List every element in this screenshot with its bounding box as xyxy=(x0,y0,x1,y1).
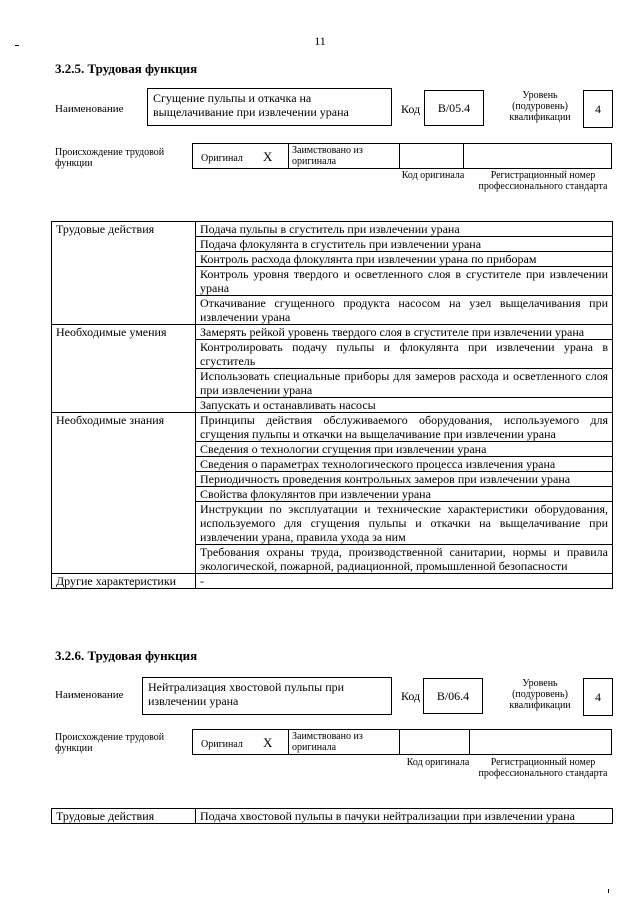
original-cell xyxy=(193,730,289,754)
item-cell: Сведения о параметрах технологического процесса извлечения урана xyxy=(196,457,613,472)
origin-label: Происхождение трудовой функции xyxy=(55,732,165,754)
item-cell: Периодичность проведения контрольных замеров при извлечении урана xyxy=(196,472,613,487)
code-label: Код xyxy=(401,102,421,116)
origin-box xyxy=(192,143,612,169)
original-cell xyxy=(193,144,289,168)
code-label: Код xyxy=(401,689,421,703)
item-cell: Замерять рейкой уровень твердого слоя в сгустителе при извлечении урана xyxy=(196,325,613,340)
code-original-caption: Код оригинала xyxy=(406,757,470,768)
reg-number-caption: Регистрационный номер профессионального стандарта xyxy=(478,170,608,192)
level-value-box: 4 xyxy=(583,90,613,128)
page-number: 11 xyxy=(314,34,326,48)
function-table-325 xyxy=(51,221,613,589)
function-name-box: Нейтрализация хвостовой пульпы при извлечении урана xyxy=(142,677,392,715)
table-row xyxy=(52,325,613,340)
level-label: Уровень (подуровень) квалификации xyxy=(509,90,571,123)
table-row xyxy=(52,574,613,589)
original-mark: X xyxy=(263,735,273,750)
category-cell: Необходимые знания xyxy=(52,413,196,574)
reg-number-caption: Регистрационный номер профессионального стандарта xyxy=(478,757,608,779)
level-label: Уровень (подуровень) квалификации xyxy=(509,678,571,711)
category-cell: Необходимые умения xyxy=(52,325,196,413)
item-cell: Откачивание сгущенного продукта насосом на узел выщелачивания при извлечении урана xyxy=(196,296,613,325)
item-cell: Запускать и останавливать насосы xyxy=(196,398,613,413)
code-original-caption: Код оригинала xyxy=(401,170,465,181)
item-cell: Подача хвостовой пульпы в пачуки нейтрализации при извлечении урана xyxy=(196,809,613,824)
item-cell: - xyxy=(196,574,613,589)
origin-label: Происхождение трудовой функции xyxy=(55,147,165,169)
item-cell: Принципы действия обслуживаемого оборудования, используемого для сгущения пульпы и откачки на выщелачивание при извлечении урана xyxy=(196,413,613,442)
origin-box xyxy=(192,729,612,755)
reg-number-cell xyxy=(464,144,611,168)
original-mark: X xyxy=(263,149,273,164)
section-title: 3.2.6. Трудовая функция xyxy=(55,648,198,663)
item-cell: Требования охраны труда, производственной санитарии, нормы и правила экологической, пожарной, радиационной, промышленной безопасности xyxy=(196,545,613,574)
code-original-cell xyxy=(399,144,464,168)
borrowed-label: Заимствовано из оригинала xyxy=(292,731,363,753)
table-row xyxy=(52,809,613,824)
name-label: Наименование xyxy=(55,103,124,115)
item-cell: Свойства флокулянтов при извлечении урана xyxy=(196,487,613,502)
level-value-box: 4 xyxy=(583,678,613,716)
item-cell: Контроль расхода флокулянта при извлечении урана по приборам xyxy=(196,252,613,267)
borrowed-label: Заимствовано из оригинала xyxy=(292,145,363,167)
item-cell: Контролировать подачу пульпы и флокулянта при извлечении урана в сгуститель xyxy=(196,340,613,369)
code-value-box: B/06.4 xyxy=(423,678,483,714)
function-table xyxy=(51,808,613,824)
function-name-box: Сгущение пульпы и откачка на выщелачивание при извлечении урана xyxy=(147,88,392,126)
name-label: Наименование xyxy=(55,689,124,701)
item-cell: Подача флокулянта в сгуститель при извлечении урана xyxy=(196,237,613,252)
category-cell: Другие характеристики xyxy=(52,574,196,589)
function-table-326 xyxy=(51,808,613,824)
category-cell: Трудовые действия xyxy=(52,809,196,824)
item-cell: Подача пульпы в сгуститель при извлечении урана xyxy=(196,222,613,237)
item-cell: Инструкции по эксплуатации и технические характеристики оборудования, используемого для сгущения пульпы и откачки на выщелачивание при извлечении урана, правила ухода за ним xyxy=(196,502,613,545)
original-label: Оригинал xyxy=(201,153,243,164)
item-cell: Использовать специальные приборы для замеров расхода и осветленного слоя при извлечении урана xyxy=(196,369,613,398)
original-label: Оригинал xyxy=(201,739,243,750)
item-cell: Контроль уровня твердого и осветленного слоя в сгустителе при извлечении урана xyxy=(196,267,613,296)
scan-mark xyxy=(608,889,609,893)
code-value-box: B/05.4 xyxy=(424,90,484,126)
table-row xyxy=(52,222,613,237)
table-row xyxy=(52,413,613,442)
function-table xyxy=(51,221,613,589)
code-original-cell xyxy=(399,730,470,754)
scan-mark xyxy=(15,45,19,46)
category-cell: Трудовые действия xyxy=(52,222,196,325)
item-cell: Сведения о технологии сгущения при извлечении урана xyxy=(196,442,613,457)
section-title: 3.2.5. Трудовая функция xyxy=(55,61,198,76)
reg-number-cell xyxy=(470,730,611,754)
